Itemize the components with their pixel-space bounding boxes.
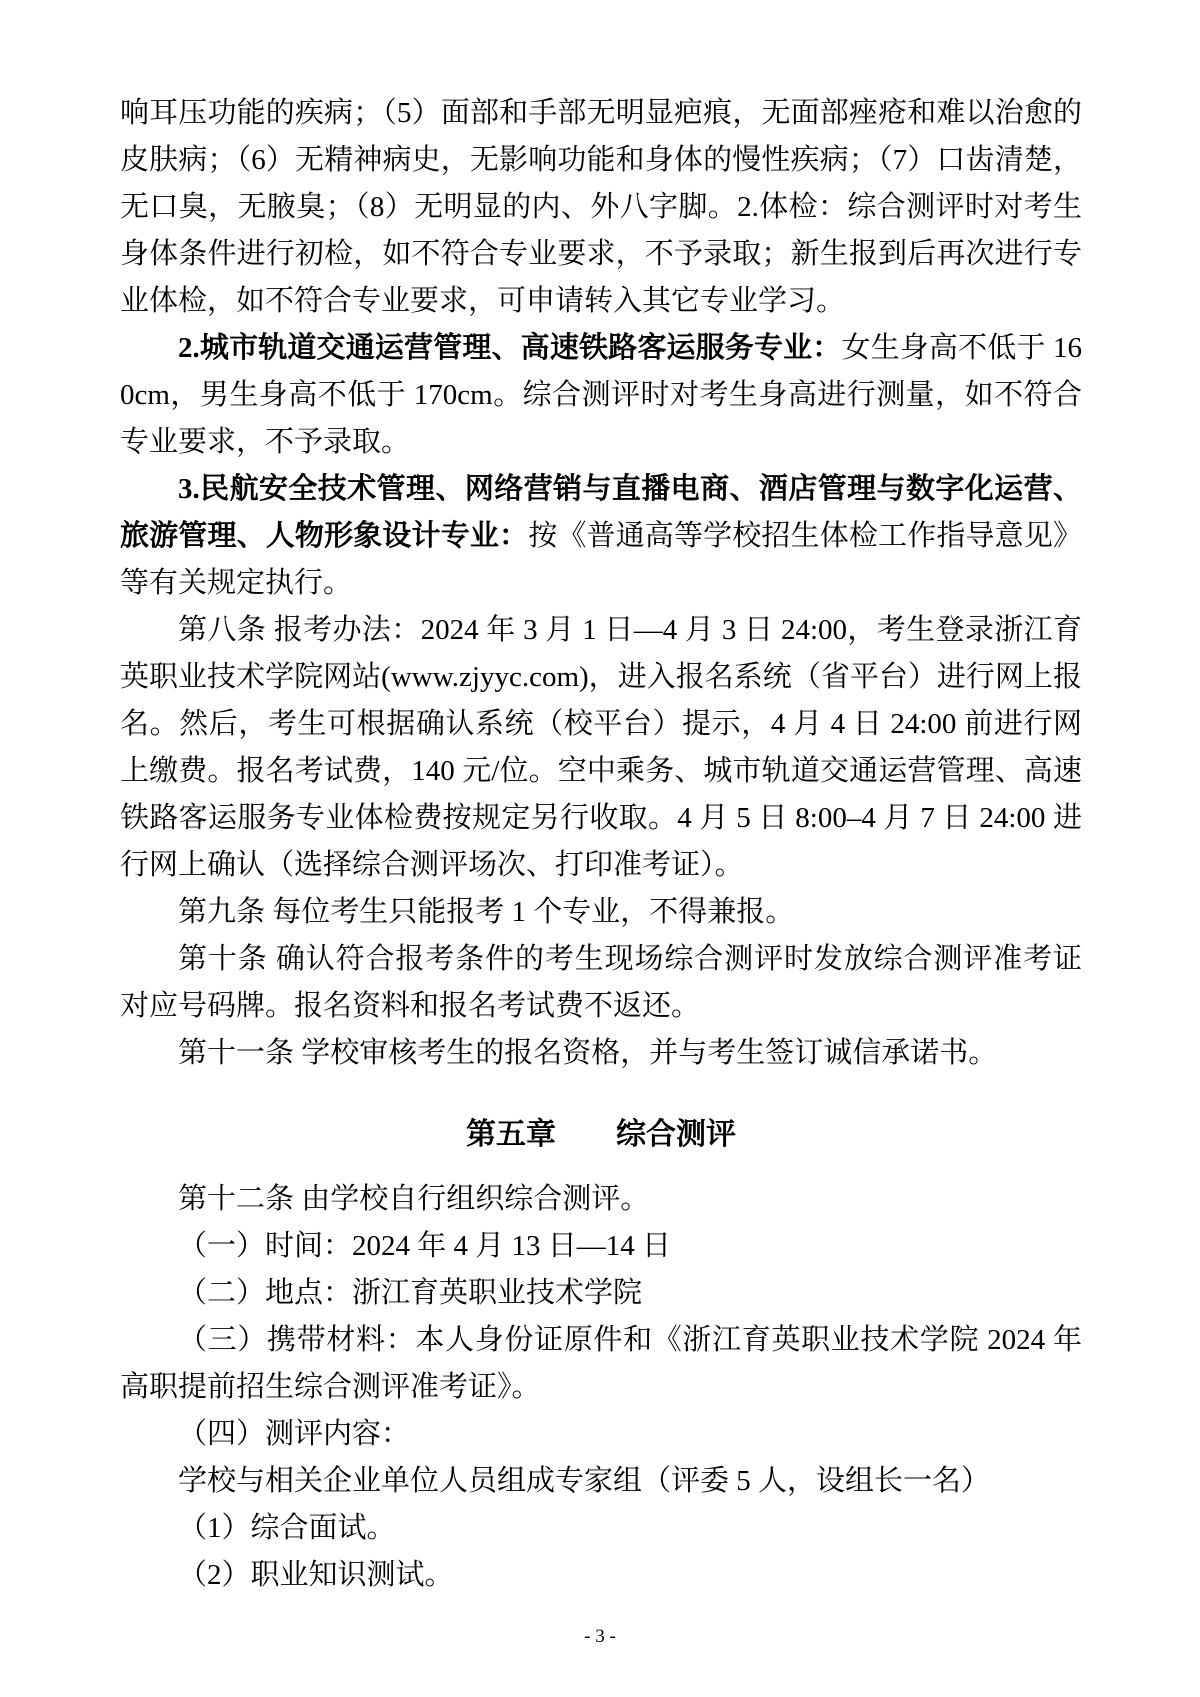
bold-text-run: 3.民航安全技术管理、网络营销与直播电商、酒店管理与数字化运营、旅游管理、人物形象设计专业：	[120, 473, 1082, 552]
chapter-heading	[120, 1111, 1082, 1158]
paragraph	[120, 325, 1082, 466]
text-run: （2）职业知识测试。	[178, 1559, 454, 1591]
paragraph	[120, 466, 1082, 607]
text-run: 女生身高不低于 160cm，男生身高不低于 170cm。综合测评时对考生身高进行测量，如不符合专业要求，不予录取。	[120, 332, 1082, 458]
text-run: （1）综合面试。	[178, 1512, 396, 1544]
paragraph	[120, 1505, 1082, 1552]
paragraph	[120, 889, 1082, 936]
paragraph	[120, 607, 1082, 889]
document-body	[120, 90, 1082, 1599]
text-run: （三）携带材料：本人身份证原件和《浙江育英职业技术学院 2024 年高职提前招生综合测评准考证》。	[120, 1324, 1082, 1403]
paragraph	[120, 936, 1082, 1030]
paragraph	[120, 1552, 1082, 1599]
paragraph	[120, 1458, 1082, 1505]
paragraph	[120, 1030, 1082, 1077]
text-run: 第八条 报考办法：2024 年 3 月 1 日—4 月 3 日 24:00，考生登录浙江育英职业技术学院网站(www.zjyyc.com)，进入报名系统（省平台）进行网上报名。然后，考生可根据确认系统（校平台）提示，4 月 4 日 24:00 前进行网上缴费。报名考试费，140 元/位。空中乘务、城市轨道交通运营管理、高速铁路客运服务专业体检费按规定另行收取。4 月 5 日 8:00–4 月 7 日 24:00 进行网上确认（选择综合测评场次、打印准考证）。	[120, 614, 1082, 881]
text-run: （二）地点：浙江育英职业技术学院	[178, 1277, 643, 1309]
text-run: 第十条 确认符合报考条件的考生现场综合测评时发放综合测评准考证对应号码牌。报名资料和报名考试费不返还。	[120, 943, 1082, 1022]
bold-text-run: 2.城市轨道交通运营管理、高速铁路客运服务专业：	[178, 332, 842, 364]
paragraph	[120, 1317, 1082, 1411]
paragraph	[120, 1223, 1082, 1270]
page-number: - 3 -	[584, 1626, 616, 1647]
paragraph	[120, 1270, 1082, 1317]
text-run: 按《普通高等学校招生体检工作指导意见》等有关规定执行。	[120, 520, 1082, 599]
paragraph	[120, 1411, 1082, 1458]
bold-text-run: 第五章 综合测评	[466, 1118, 736, 1151]
text-run: 第十二条 由学校自行组织综合测评。	[178, 1183, 650, 1215]
text-run: 第九条 每位考生只能报考 1 个专业，不得兼报。	[178, 896, 795, 928]
text-run: 响耳压功能的疾病；（5）面部和手部无明显疤痕，无面部痤疮和难以治愈的皮肤病；（6）无精神病史，无影响功能和身体的慢性疾病；（7）口齿清楚，无口臭，无腋臭；（8）无明显的内、外八字脚。2.体检：综合测评时对考生身体条件进行初检，如不符合专业要求，不予录取；新生报到后再次进行专业体检，如不符合专业要求，可申请转入其它专业学习。	[120, 97, 1082, 317]
paragraph	[120, 90, 1082, 325]
text-run: 第十一条 学校审核考生的报名资格，并与考生签订诚信承诺书。	[178, 1037, 998, 1069]
text-run: （一）时间：2024 年 4 月 13 日—14 日	[178, 1230, 672, 1262]
text-run: （四）测评内容：	[178, 1418, 411, 1450]
paragraph	[120, 1176, 1082, 1223]
text-run: 学校与相关企业单位人员组成专家组（评委 5 人，设组长一名）	[178, 1465, 991, 1497]
